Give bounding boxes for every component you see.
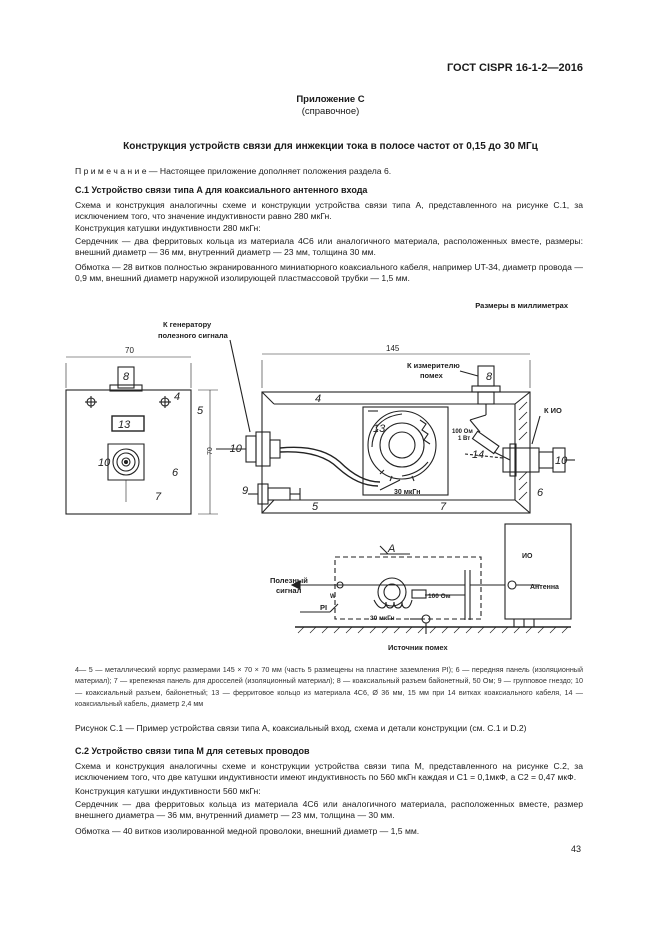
label-kio: К ИО bbox=[544, 406, 562, 415]
c2-heading: С.2 Устройство связи типа М для сетевых проводов bbox=[75, 746, 310, 756]
figure-legend: 4— 5 — металлический корпус размерами 145 × 70 × 70 мм (часть 5 размещены на пластине заземления PI); 6 — передняя панель (изоляционный материал); 7 — крепежная панель для дросселей (изоляционный материал); 8 — коаксиальный разъем байонетный, 50 Ом; 9 — групповое гнездо; 10 — коаксиальный разъем, байонетный; 13 — ферритовое кольцо из материала 4С6, Ø 36 мм, 15 мм при 14 витках коаксиального кабеля, 14 — коаксиальный кабель, диаметр 2,4 мм bbox=[75, 665, 583, 708]
sch-w: W bbox=[330, 594, 336, 600]
c2-paragraph-4: Обмотка — 40 витков изолированной медной проволоки, внешний диаметр — 1,5 мм. bbox=[75, 826, 420, 836]
appendix-subtitle: (справочное) bbox=[301, 106, 360, 117]
document-header: ГОСТ CISPR 16-1-2—2016 bbox=[446, 62, 583, 74]
resistor-value: 100 Ом bbox=[452, 429, 473, 435]
sch-io: ИО bbox=[522, 553, 533, 560]
c1-paragraph-3: Сердечник — два ферритовых кольца из материала 4С6 или аналогичного материала, расположенных вместе, размеры: внешний диаметр — 36 мм, внутренний диаметр — 23 мм, толщина 30 мм. bbox=[75, 236, 583, 258]
c2-paragraph-1: Схема и конструкция аналогичны схеме и конструкции устройства связи типа М, представленного на рисунке С.2, за исключением того, что две катушки индуктивности имеют индуктивность по 560 мкГн каждая и С1 = 0,1мкФ, а С2 = 0,47 мкФ. bbox=[75, 761, 583, 783]
sch-label-A: A bbox=[388, 543, 396, 555]
c1-paragraph-1: Схема и конструкция аналогичны схеме и конструкции устройства связи типа А, представленного на рисунке С.1, за исключением того, что значение индуктивности равно 280 мкГн. bbox=[75, 200, 583, 222]
front-panel-outline bbox=[66, 390, 191, 514]
num-8-right: 8 bbox=[486, 371, 493, 383]
device-under-test bbox=[505, 524, 571, 619]
num-13-left: 13 bbox=[118, 419, 131, 431]
num-7-left: 7 bbox=[155, 491, 162, 503]
label-gen: К генератору bbox=[163, 320, 212, 329]
dim-145: 145 bbox=[386, 344, 400, 353]
num-4-left: 4 bbox=[174, 391, 181, 403]
num-4-right: 4 bbox=[315, 393, 322, 405]
label-gen-2: полезного сигнала bbox=[158, 331, 228, 340]
num-5-left: 5 bbox=[197, 405, 204, 417]
c1-heading: С.1 Устройство связи типа А для коаксиального антенного входа bbox=[75, 185, 368, 195]
sch-100: 100 Ом bbox=[428, 593, 451, 600]
sch-useful: Полезный bbox=[270, 576, 308, 585]
num-10-left: 10 bbox=[98, 457, 111, 469]
c1-paragraph-2: Конструкция катушки индуктивности 280 мкГн: bbox=[75, 223, 261, 233]
num-7-right: 7 bbox=[440, 501, 447, 513]
note: П р и м е ч а н и е — Настоящее приложение дополняет положения раздела 6. bbox=[75, 166, 392, 176]
num-6-left: 6 bbox=[172, 467, 179, 479]
sch-30: 30 мкГн bbox=[370, 615, 395, 622]
appendix-label: Приложение С bbox=[296, 94, 365, 105]
figure-caption: Рисунок С.1 — Пример устройства связи типа А, коаксиальный вход, схема и детали конструкции (см. С.1 и D.2) bbox=[75, 723, 527, 733]
c2-paragraph-2: Конструкция катушки индуктивности 560 мкГн: bbox=[75, 786, 261, 796]
sch-pi: PI bbox=[320, 603, 328, 612]
c1-paragraph-4: Обмотка — 28 витков полностью экранированного миниатюрного коаксиального кабеля, например UT-34, диаметр провода — 0,9 мм, внешний диаметр наружной изолирующей пластмассовой трубки — 1,5 мм. bbox=[75, 262, 583, 284]
schematic-box-A bbox=[335, 557, 481, 619]
figure-c1 bbox=[0, 310, 661, 660]
num-13-right: 13 bbox=[373, 423, 386, 435]
section-title: Конструкция устройств связи для инжекции тока в полосе частот от 0,15 до 30 МГц bbox=[123, 141, 538, 152]
num-14: 14 bbox=[472, 449, 485, 461]
num-5-right: 5 bbox=[312, 501, 319, 513]
sch-useful-2: сигнал bbox=[276, 586, 302, 595]
inductor-value: 30 мкГн bbox=[394, 489, 421, 496]
dim-70-vertical: 70 bbox=[207, 447, 214, 455]
dimensions-note: Размеры в миллиметрах bbox=[475, 301, 568, 310]
c2-paragraph-3: Сердечник — два ферритовых кольца из материала 4С6 или аналогичного материала, расположенных вместе, размер внешнего диаметра — 36 мм, внутренний диаметр — 23 мм, толщина — 30 мм. bbox=[75, 799, 583, 821]
label-meas-2: помех bbox=[420, 371, 443, 380]
sch-source: Источник помех bbox=[388, 643, 448, 652]
dim-70: 70 bbox=[125, 346, 134, 355]
sch-antenna: Антенна bbox=[530, 584, 559, 591]
num-10-right: 10 bbox=[555, 455, 568, 467]
page-number: 43 bbox=[570, 844, 581, 854]
num-9: 9 bbox=[242, 485, 249, 497]
num-6-right: 6 bbox=[537, 487, 544, 499]
resistor-power: 1 Вт bbox=[458, 436, 471, 442]
appendix-title bbox=[0, 94, 661, 118]
ferrite-ring bbox=[368, 411, 436, 479]
label-meas: К измерителю bbox=[407, 361, 460, 370]
num-8-left: 8 bbox=[123, 371, 130, 383]
num-10-gen: -10 bbox=[226, 443, 242, 455]
